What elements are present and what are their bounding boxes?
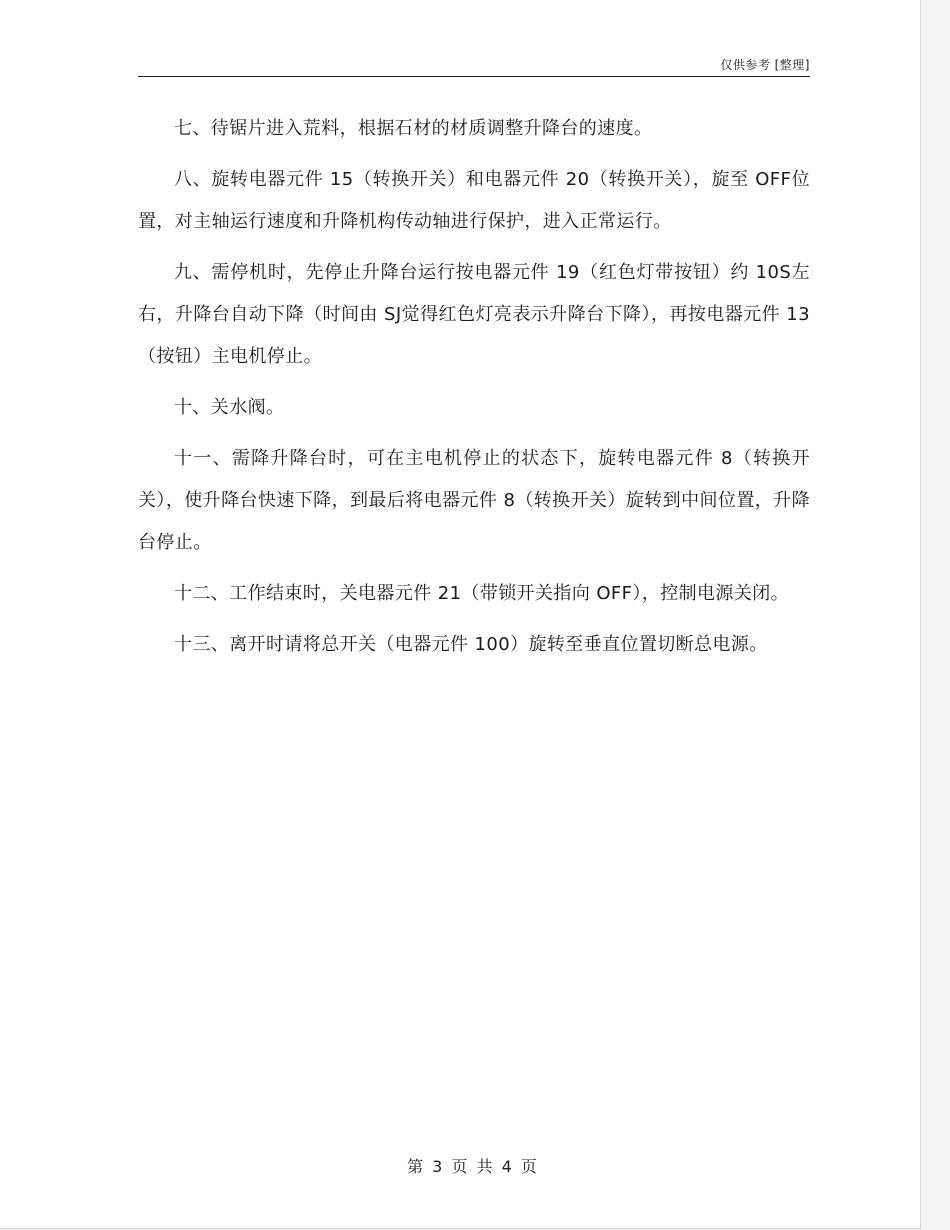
paragraph-step-7: 七、待锯片进入荒料，根据石材的材质调整升降台的速度。 <box>174 118 653 139</box>
document-body <box>138 108 810 675</box>
paragraph-step-9: 九、需停机时，先停止升降台运行按电器元件 19（红色灯带按钮）约 10S左右，升降台自动下降（时间由 SJ觉得红色灯亮表示升降台下降），再按电器元件 13（按钮）主电机停止。 <box>138 262 810 367</box>
paragraph-step-11: 十一、需降升降台时，可在主电机停止的状态下，旋转电器元件 8（转换开关），使升降台快速下降，到最后将电器元件 8（转换开关）旋转到中间位置，升降台停止。 <box>138 448 810 553</box>
header-note: 仅供参考 [整理] <box>720 58 810 72</box>
header-divider <box>138 76 810 77</box>
paragraph-step-8: 八、旋转电器元件 15（转换开关）和电器元件 20（转换开关），旋至 OFF位置，对主轴运行速度和升降机构传动轴进行保护，进入正常运行。 <box>138 169 810 232</box>
paragraph-step-13: 十三、离开时请将总开关（电器元件 100）旋转至垂直位置切断总电源。 <box>174 634 768 655</box>
paragraph-step-10: 十、关水阀。 <box>174 397 285 418</box>
page-number: 第 3 页 共 4 页 <box>407 1157 539 1176</box>
paragraph-step-12: 十二、工作结束时，关电器元件 21（带锁开关指向 OFF），控制电源关闭。 <box>174 583 790 604</box>
